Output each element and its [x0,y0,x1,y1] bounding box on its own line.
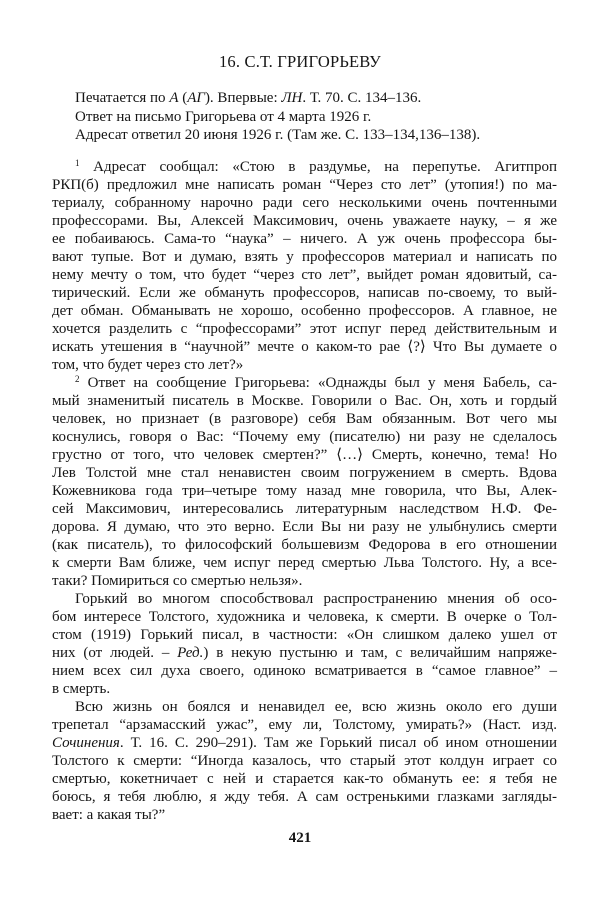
text-line [52,356,557,374]
commentary-body [52,158,557,824]
text-segment: смертью, кокетничает с ней и старается как-то обмануть ее: я тебя не [52,771,557,787]
text-line [52,500,557,518]
text-line [52,572,557,590]
text-segment: человек, но признает (в разговоре) себя Вам обязанным. Вот чего мы [52,411,557,427]
text-line [52,320,557,338]
text-segment: стом (1919) Горький писал, в частности: «Он слишком далеко ушел от [52,627,557,643]
text-line [52,788,557,806]
text-line [52,806,557,824]
text-segment: коснулись, говоря о Вас: “Почему ему (писателю) ни разу не сделалось [52,429,557,445]
text-segment: профессорами. Вы, Алексей Максимович, очень уважаете науку, – я же [52,213,557,229]
text-line [52,536,557,554]
source-note-line [75,108,480,127]
text-line [52,608,557,626]
text-segment: таки? Помириться со смертью нельзя». [52,573,303,589]
text-segment: хочется разделить с “профессорами” этот испуг перед действительным и [52,321,557,337]
paragraph [52,590,557,698]
page-number: 421 [288,830,312,846]
text-segment: ) в некую пустыню и там, с величайшим напряже- [203,645,558,661]
text-segment: Всю жизнь он боялся и ненавидел ее, всю жизнь около его души [75,699,557,715]
text-line [52,752,557,770]
text-line [52,734,557,752]
footnote-number: 2 [75,374,80,384]
source-note [75,89,480,145]
text-line [52,428,557,446]
footnote-1 [52,158,557,374]
text-segment: ( [178,90,188,106]
text-line [52,410,557,428]
text-segment: грустно от того, что человек смертен?” ⟨…⟩ Смерть, конечно, тема! Но [52,447,557,463]
text-segment: . Т. 70. С. 134–136. [302,90,422,106]
italic-text: ЛН [281,90,303,106]
text-line [52,482,557,500]
text-segment: тирический. Если же обмануть профессоров, написав по-своему, то вый- [52,285,557,301]
text-line [52,284,557,302]
text-segment: вает: а какая ты?” [52,807,166,823]
text-segment: них (от людей. – [52,645,178,661]
text-line [52,662,557,680]
text-line [52,626,557,644]
text-segment: к смерти Вам ближе, чем испуг перед смертью Льва Толстого. Ну, а все- [52,555,557,571]
text-line [52,176,557,194]
footnote-2 [52,374,557,590]
text-segment: Горький во многом способствовал распространению мнения об осо- [75,591,557,607]
text-segment: в смерть. [52,681,111,697]
text-segment: вают тупые. Вот и думаю, взять у профессоров материал и написать по [52,249,557,265]
text-line [52,446,557,464]
text-segment: Ответ на письмо Григорьева от 4 марта 1926 г. [75,108,372,125]
footnote-number: 1 [75,158,80,168]
text-segment: Лев Толстой мне стал ненавистен своим погружением в смерть. Вдова [52,465,557,481]
text-segment: Адресат ответил 20 июня 1926 г. (Там же. С. 133–134,136–138). [75,127,481,143]
text-line [52,194,557,212]
text-line [52,230,557,248]
italic-text: Ред. [177,645,204,661]
paragraph [52,698,557,824]
text-line [52,554,557,572]
text-segment: Кожевникова года три–четыре тому назад мне говорила, что Вы, Алек- [52,483,557,499]
text-segment: ). Впервые: [204,90,282,106]
text-segment: РКП(б) предложил мне написать роман “Через сто лет” (утопия!) по ма- [52,177,557,193]
text-segment: ее побаиваюсь. Сама-то “наука” – ничего. А уж очень профессора бы- [52,231,557,247]
text-line [52,770,557,788]
text-line [52,680,557,698]
italic-text: А [169,90,179,106]
text-segment: мый знаменитый писатель в Москве. Говорили о Вас. Он, хоть и гордый [52,393,557,409]
text-line [52,518,557,536]
text-line [52,590,557,608]
text-segment: дорова. Я думаю, что это верно. Если Вы ни разу не улыбнулись смерти [52,519,557,535]
text-segment: Печатается по [75,90,170,106]
text-segment: трепетал “арзамасский ужас”, ему ли, Толстому, умирать?» (Наст. изд. [52,717,557,733]
text-segment: нему мечту о том, что будет “через сто лет”, выйдет роман ядовитый, са- [52,267,557,283]
text-segment: нием всех сил духа своего, одиноко всматривается в “самое главное” – [52,663,557,679]
text-line [52,302,557,320]
text-line [52,374,557,392]
page-title: 16. С.Т. ГРИГОРЬЕВУ [218,52,382,71]
text-segment: . Т. 16. С. 290–291). Там же Горький писал об ином отношении [119,735,557,751]
text-line [52,266,557,284]
text-segment: Ответ на сообщение Григорьева: «Однажды был у меня Бабель, са- [79,375,557,391]
text-line [52,158,557,176]
text-line [52,338,557,356]
text-line [52,212,557,230]
text-segment: боюсь, я тебя люблю, я жду тебя. А сам остренькими глазками загляды- [52,789,557,805]
text-line [52,716,557,734]
italic-text: Сочинения [52,735,120,751]
text-segment: дет обман. Обманывать не хорошо, особенно профессоров. А главное, не [52,303,557,319]
text-segment: искать утешения в “научной” мечте о каком-то рае ⟨?⟩ Что Вы думаете о [52,339,557,355]
text-line [52,392,557,410]
text-segment: (как писатель), то философский большевизм Федорова в его отношении [52,537,557,553]
text-line [52,464,557,482]
text-segment: териалу, собранному нарочно ради сего несколькими очень почтенными [52,195,557,211]
text-segment: Адресат сообщал: «Стою в раздумье, на перепутье. Агитпроп [79,159,557,175]
text-line [52,698,557,716]
text-segment: сей Максимович, интересовались литературным наследством Н.Ф. Фе- [52,501,557,517]
text-line [52,644,557,662]
source-note-line [75,126,480,145]
text-segment: том, что будет через сто лет?» [52,357,244,373]
text-line [52,248,557,266]
text-segment: бом интересе Толстого, художника и человека, к смерти. В очерке о Тол- [52,609,557,625]
italic-text: АГ [187,90,205,106]
source-note-line [75,89,480,108]
text-segment: Толстого к смерти: “Иногда казалось, что старый этот колдун играет со [52,753,557,769]
